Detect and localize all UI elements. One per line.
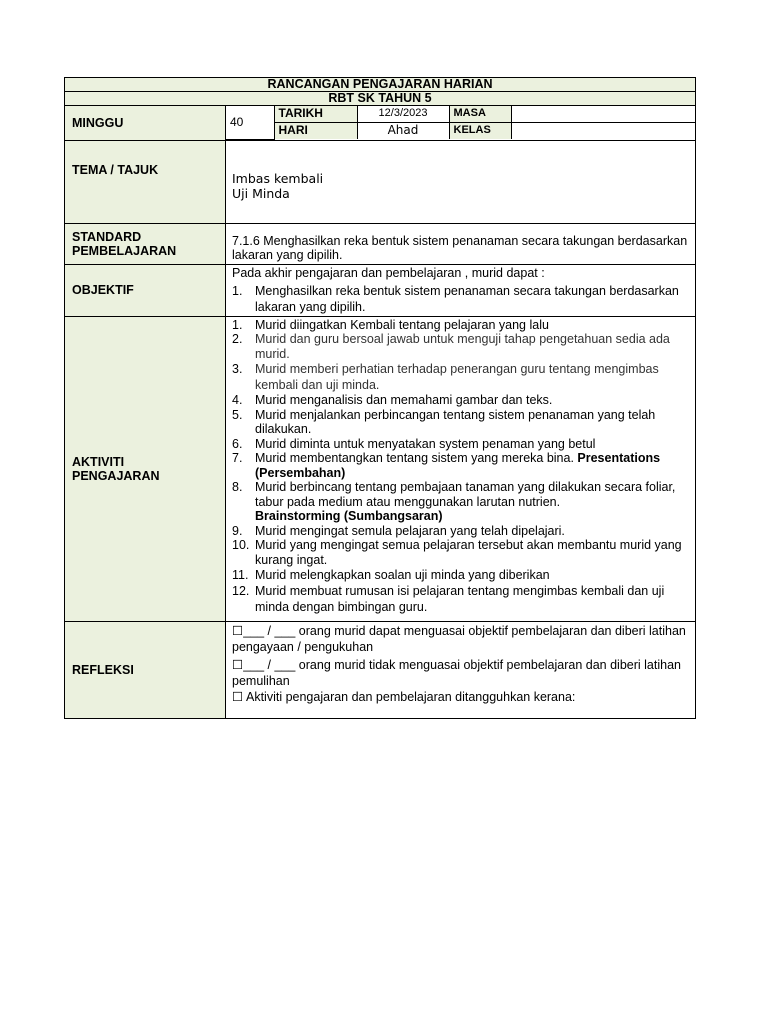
objektif-intro: Pada akhir pengajaran dan pembelajaran , murid dapat : [232,265,545,280]
objektif-label: OBJEKTIF [65,264,226,316]
objektif-item [232,283,689,315]
aktiviti-item-text: Murid melengkapkan soalan uji minda yang diberikan [255,568,550,582]
aktiviti-item [232,567,689,583]
tema-label: TEMA / TAJUK [65,140,226,223]
aktiviti-item-text: Murid diingatkan Kembali tentang pelajaran yang lalu [255,317,549,332]
standard-text: 7.1.6 Menghasilkan reka bentuk sistem penanaman secara takungan berdasarkan lakaran yang dipilih. [226,223,696,264]
lesson-plan-table [64,77,696,719]
tarikh-value: 12/3/2023 [357,106,449,123]
refleksi-label: REFLEKSI [65,621,226,718]
refleksi-line-3: ☐ Aktiviti pengajaran dan pembelajaran ditangguhkan kerana: [232,689,576,704]
aktiviti-item-text: Murid berbincang tentang pembajaan tanaman yang dilakukan secara foliar, tabur pada medium atau menggunakan larutan nutrien. [255,480,676,509]
aktiviti-item-number: 4. [232,393,243,407]
tema-line-2: Uji Minda [232,185,290,201]
aktiviti-item-number: 9. [232,523,243,538]
aktiviti-item-number: 12. [232,584,250,598]
aktiviti-item-text: Murid dan guru bersoal jawab untuk menguji tahap pengetahuan sedia ada murid. [255,332,670,361]
aktiviti-label-line-2: PENGAJARAN [72,468,160,483]
tema-line-1: Imbas kembali [232,170,324,186]
aktiviti-item-text: Murid mengingat semula pelajaran yang telah dipelajari. [255,523,565,538]
masa-label: MASA [449,106,511,123]
aktiviti-item-number: 7. [232,451,243,465]
aktiviti-item-number: 3. [232,362,243,376]
document-subtitle: RBT SK TAHUN 5 [65,92,696,106]
aktiviti-item-text: Murid diminta untuk menyatakan system penaman yang betul [255,436,596,451]
document-title: RANCANGAN PENGAJARAN HARIAN [65,78,696,92]
aktiviti-item [232,361,689,393]
standard-label [65,223,226,264]
standard-label-line-2: PEMBELAJARAN [72,243,177,258]
aktiviti-item [232,538,689,567]
aktiviti-item-number: 11. [232,568,249,582]
aktiviti-item-text: Murid menganalisis dan memahami gambar dan teks. [255,393,553,407]
aktiviti-item-strategy: Presentations (Persembahan) [255,451,661,480]
aktiviti-item [232,318,689,333]
refleksi-line-2: ☐___ / ___ orang murid tidak menguasai objektif pembelajaran dan diberi latihan pemulihan [232,657,681,688]
aktiviti-item-number: 1. [232,317,243,332]
aktiviti-item-text: Murid membuat rumusan isi pelajaran tentang mengimbas kembali dan uji minda dengan bimbingan guru. [255,584,665,614]
kelas-value [511,123,695,140]
aktiviti-label [65,316,226,621]
aktiviti-item [232,451,689,480]
aktiviti-item [232,583,689,615]
tarikh-label: TARIKH [274,106,357,123]
aktiviti-item-text: Murid membentangkan tentang sistem yang mereka bina. [255,451,574,465]
kelas-label: KELAS [449,123,511,140]
minggu-value: 40 [226,106,274,139]
aktiviti-item-number: 2. [232,332,243,346]
aktiviti-item [232,408,689,437]
aktiviti-list [232,318,689,616]
aktiviti-item [232,393,689,408]
aktiviti-item-text: Murid menjalankan perbincangan tentang sistem penanaman yang telah dilakukan. [255,407,656,436]
objektif-item-text: Menghasilkan reka bentuk sistem penanaman secara takungan berdasarkan lakaran yang dipilih. [255,283,679,314]
aktiviti-item [232,332,689,361]
standard-label-line-1: STANDARD [72,229,142,244]
aktiviti-item [232,524,689,539]
aktiviti-item-text: Murid yang mengingat semua pelajaran tersebut akan membantu murid yang kurang ingat. [255,538,682,567]
refleksi-line-1: ☐___ / ___ orang murid dapat menguasai objektif pembelajaran dan diberi latihan pengayaan / pengukuhan [232,623,686,654]
aktiviti-item-number: 5. [232,407,243,422]
hari-label: HARI [274,123,357,140]
aktiviti-label-line-1: AKTIVITI [72,454,125,469]
date-time-grid [226,106,695,140]
objektif-item-number: 1. [232,283,243,298]
aktiviti-item-strategy: Brainstorming (Sumbangsaran) [255,509,443,523]
minggu-label: MINGGU [65,106,226,141]
aktiviti-item-number: 8. [232,480,243,494]
aktiviti-item-text: Murid memberi perhatian terhadap penerangan guru tentang mengimbas kembali dan uji minda. [255,362,659,392]
aktiviti-item [232,480,689,524]
aktiviti-item [232,437,689,452]
hari-value: Ahad [357,123,449,140]
masa-value [511,106,695,123]
aktiviti-item-number: 10. [232,538,250,552]
aktiviti-item-number: 6. [232,436,243,451]
